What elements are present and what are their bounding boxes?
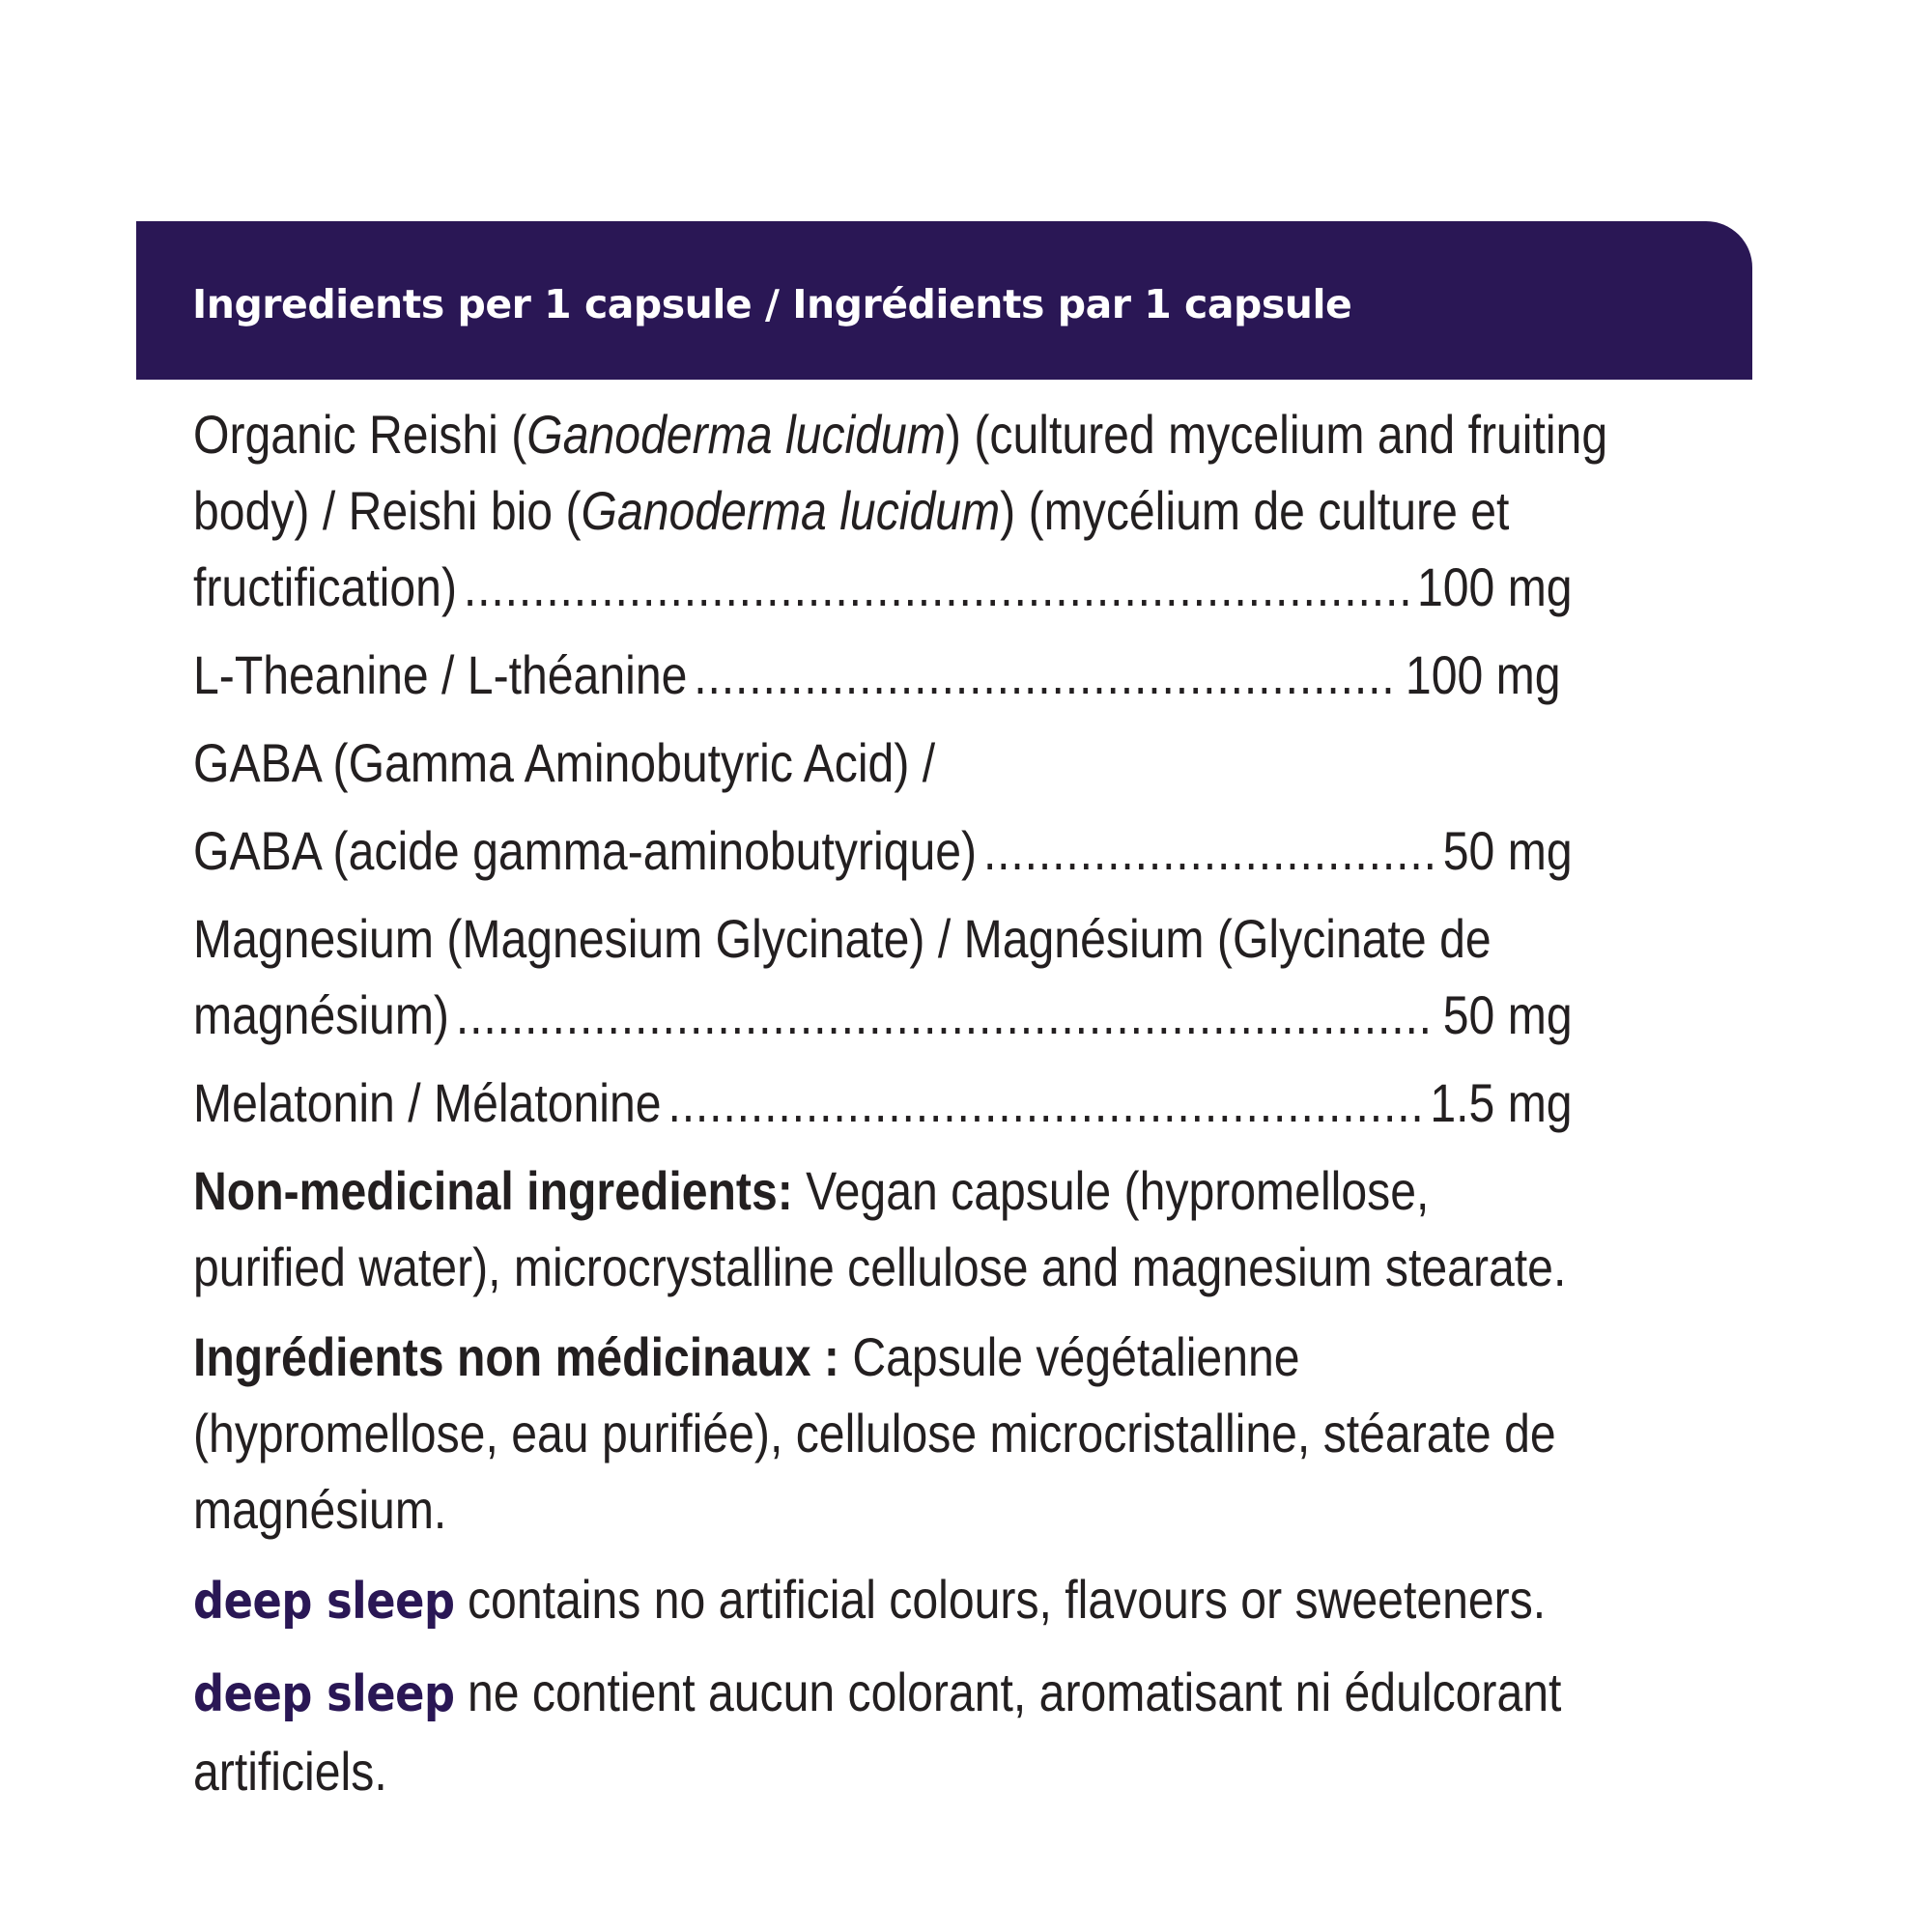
ingredient-name: fructification) xyxy=(193,556,457,617)
ingredients-list xyxy=(193,396,1777,1823)
dot-leader xyxy=(456,977,1436,1053)
ingredient-l-theanine xyxy=(193,637,1772,713)
reishi-latin-name: Ganoderma lucidum xyxy=(581,480,1001,541)
non-medicinal-fr xyxy=(193,1319,1573,1548)
reishi-latin-name: Ganoderma lucidum xyxy=(526,404,946,465)
ingredient-name: Melatonin / Mélatonine xyxy=(193,1072,662,1133)
gaba-amount-row xyxy=(193,812,1573,889)
reishi-text: ) (cultured mycelium and fruiting xyxy=(945,404,1608,465)
dot-leader xyxy=(668,1065,1423,1141)
ingredient-melatonin xyxy=(193,1065,1772,1141)
brand-name: deep sleep xyxy=(193,1573,455,1631)
non-medicinal-en-text: Vegan capsule (hypromellose, purified water), microcrystalline cellulose and magnesium stearate. xyxy=(193,1160,1567,1297)
dot-leader xyxy=(983,812,1436,889)
ingredient-name: L-Theanine / L-théanine xyxy=(193,644,688,705)
melatonin-amount-row xyxy=(193,1065,1573,1141)
reishi-line-2 xyxy=(193,472,1772,549)
ingredient-gaba xyxy=(193,724,1772,889)
non-medicinal-fr-text: Capsule végétalienne (hypromellose, eau purifiée), cellulose microcristalline, stéarate de magnésium. xyxy=(193,1326,1556,1540)
non-medicinal-fr-label: Ingrédients non médicinaux : xyxy=(193,1326,839,1387)
reishi-text: body) / Reishi bio ( xyxy=(193,480,582,541)
ingredient-name: magnésium) xyxy=(193,984,449,1045)
brand-statement-fr xyxy=(193,1654,1573,1809)
gaba-line-1: GABA (Gamma Aminobutyric Acid) / xyxy=(193,732,936,793)
ingredient-amount: 100 mg xyxy=(1416,556,1573,617)
dot-leader xyxy=(694,637,1399,713)
brand-statement-fr-text: ne contient aucun colorant, aromatisant ni édulcorant artificiels. xyxy=(193,1662,1562,1802)
reishi-text: Organic Reishi ( xyxy=(193,404,527,465)
reishi-line-1 xyxy=(193,396,1772,472)
ingredient-amount: 50 mg xyxy=(1442,820,1573,881)
dot-leader xyxy=(464,549,1410,625)
brand-statement-en xyxy=(193,1561,1772,1640)
ingredient-name: GABA (acide gamma-aminobutyrique) xyxy=(193,820,978,881)
ingredient-amount: 50 mg xyxy=(1442,984,1573,1045)
ingredients-header-bar xyxy=(136,221,1752,380)
ingredient-reishi xyxy=(193,396,1772,625)
non-medicinal-en-label: Non-medicinal ingredients: xyxy=(193,1160,793,1221)
l-theanine-amount-row xyxy=(193,637,1561,713)
non-medicinal-en xyxy=(193,1152,1573,1305)
ingredient-amount: 1.5 mg xyxy=(1430,1072,1573,1133)
reishi-amount-row xyxy=(193,549,1573,625)
magnesium-amount-row xyxy=(193,977,1573,1053)
brand-name: deep sleep xyxy=(193,1665,455,1723)
ingredient-amount: 100 mg xyxy=(1405,644,1561,705)
reishi-text: ) (mycélium de culture et xyxy=(1000,480,1510,541)
ingredient-magnesium xyxy=(193,900,1772,1053)
header-title: Ingredients per 1 capsule / Ingrédients par 1 capsule xyxy=(192,281,1352,327)
magnesium-line-1: Magnesium (Magnesium Glycinate) / Magnésium (Glycinate de xyxy=(193,908,1492,969)
brand-statement-en-text: contains no artificial colours, flavours or sweeteners. xyxy=(454,1569,1547,1630)
